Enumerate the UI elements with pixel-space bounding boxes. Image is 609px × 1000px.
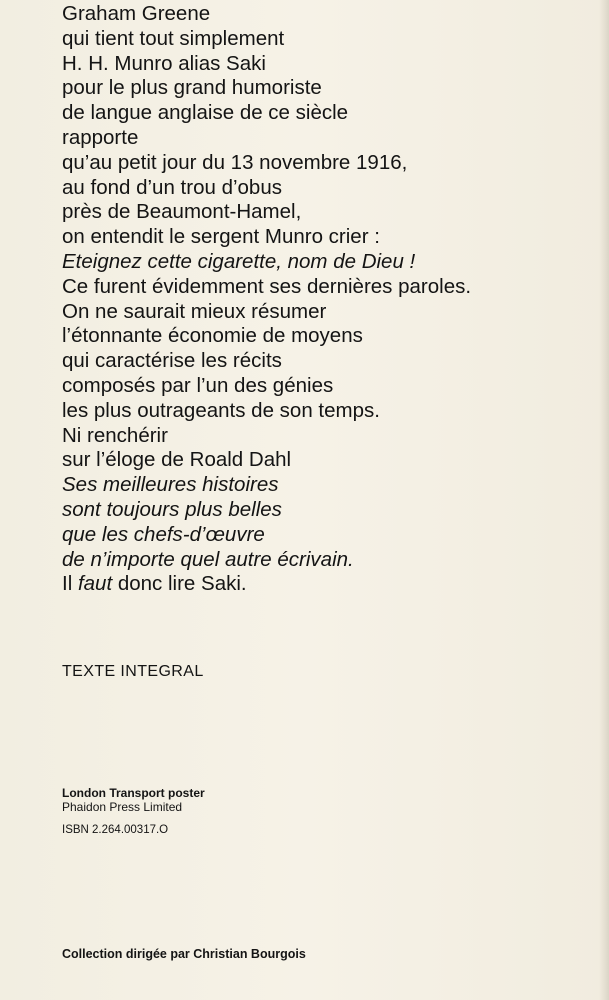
isbn-number: ISBN 2.264.00317.O bbox=[62, 824, 169, 836]
blurb-quote-line: sont toujours plus belles bbox=[62, 497, 282, 521]
blurb-line: on entendit le sergent Munro crier : bbox=[62, 225, 380, 249]
blurb-line: Graham Greene bbox=[62, 2, 211, 25]
blurb-line: composés par l’un des génies bbox=[62, 373, 334, 397]
blurb-line: qui caractérise les récits bbox=[62, 349, 282, 373]
blurb-line: rapporte bbox=[62, 125, 139, 149]
blurb-quote-line: de n’importe quel autre écrivain. bbox=[62, 547, 354, 571]
publisher-credit: Phaidon Press Limited bbox=[62, 800, 183, 814]
back-cover-blurb bbox=[62, 2, 602, 597]
collection-editor: Collection dirigée par Christian Bourgois bbox=[62, 947, 306, 961]
blurb-line: qu’au petit jour du 13 novembre 1916, bbox=[62, 150, 408, 174]
blurb-line: les plus outrageants de son temps. bbox=[62, 398, 380, 422]
blurb-line: l’étonnante économie de moyens bbox=[62, 324, 363, 348]
blurb-quote-line: que les chefs-d’œuvre bbox=[62, 522, 265, 546]
blurb-line: pour le plus grand humoriste bbox=[62, 76, 322, 100]
blurb-line: sur l’éloge de Roald Dahl bbox=[62, 448, 292, 472]
blurb-line: H. H. Munro alias Saki bbox=[62, 51, 266, 75]
cover-credits bbox=[62, 786, 205, 814]
blurb-line: qui tient tout simplement bbox=[62, 26, 285, 50]
closing-text-end: donc lire Saki. bbox=[112, 572, 247, 596]
blurb-line: Ni renchérir bbox=[62, 423, 168, 447]
blurb-line: de langue anglaise de ce siècle bbox=[62, 101, 349, 125]
blurb-line: près de Beaumont-Hamel, bbox=[62, 200, 302, 224]
blurb-line: au fond d’un trou d’obus bbox=[62, 175, 282, 199]
blurb-line: On ne saurait mieux résumer bbox=[62, 299, 327, 323]
blurb-quote-line: Ses meilleures histoires bbox=[62, 473, 279, 497]
closing-text-start: Il bbox=[62, 572, 78, 596]
poster-credit: London Transport poster bbox=[62, 786, 205, 800]
closing-emphasis: faut bbox=[77, 572, 113, 596]
texte-integral-label: TEXTE INTEGRAL bbox=[62, 663, 204, 680]
blurb-closing-line bbox=[62, 572, 602, 597]
blurb-quote-line: Eteignez cette cigarette, nom de Dieu ! bbox=[62, 249, 416, 273]
blurb-line: Ce furent évidemment ses dernières paroles. bbox=[62, 274, 472, 298]
